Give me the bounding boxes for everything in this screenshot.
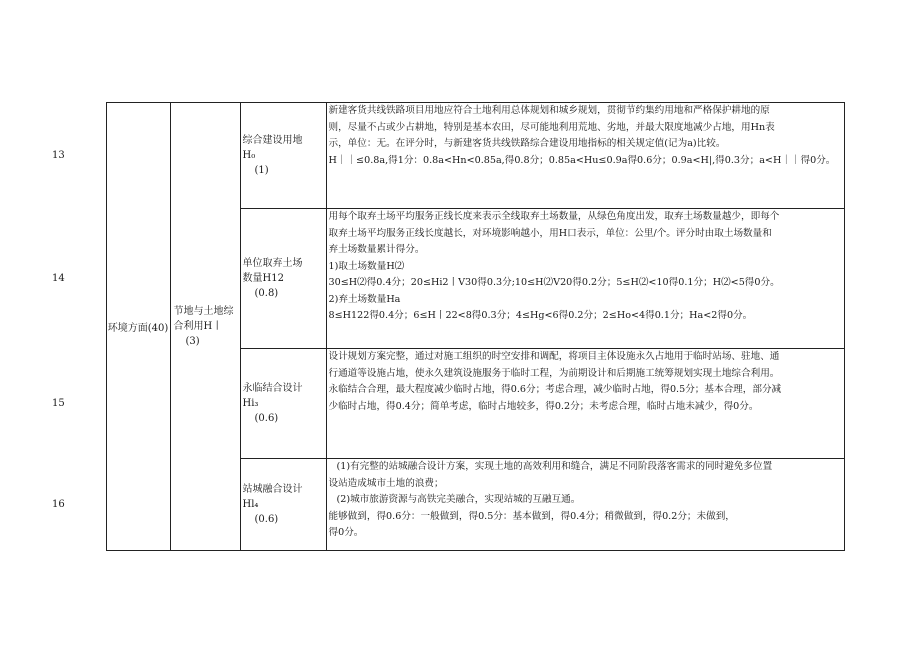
row-number: 13 bbox=[52, 150, 65, 161]
criteria-line: 示，单位：无。在评分时，与新建客货共线铁路综合建设用地指标的相关规定值(记为a)比较。 bbox=[328, 138, 726, 149]
indicator-cell bbox=[240, 459, 326, 551]
criteria-line: 取弃土场平均服务正线长度越长，对环境影响越小，用H口表示，单位：公里/个。评分时由取土场数量和 bbox=[328, 227, 772, 239]
indicator-symbol: 数量H12 bbox=[242, 273, 284, 284]
indicator-name: 站城融合设计 bbox=[242, 484, 303, 495]
criteria-line: 设站造成城市土地的浪费； bbox=[328, 477, 444, 489]
category-cell bbox=[106, 103, 170, 551]
criteria-line: 用每个取弃土场平均服务正线长度来表示全线取弃土场数量，从绿色角度出发，取弃土场数量越少，即每个 bbox=[328, 211, 780, 222]
indicator-name: 永临结合设计 bbox=[242, 383, 303, 394]
category-label: 环境方面(40) bbox=[107, 323, 169, 334]
indicator-cell bbox=[240, 209, 326, 349]
criteria-line: 1)取土场数量H⑵ bbox=[328, 260, 405, 272]
criteria-cell bbox=[326, 349, 844, 459]
criteria-line: 行通道等设施占地，使永久建筑设施服务于临时工程，为前期设计和后期施工统筹规划实现土地综合利用。 bbox=[328, 367, 780, 379]
indicator-weight: (1) bbox=[254, 165, 269, 176]
subcategory-label-line2: 合利用H丨 bbox=[173, 321, 223, 332]
subcategory-label-line1: 节地与土地综 bbox=[173, 306, 234, 317]
indicator-symbol: Hi₃ bbox=[242, 398, 259, 409]
subcategory-weight: (3) bbox=[185, 336, 200, 347]
indicator-cell bbox=[240, 103, 326, 209]
criteria-line: (1)有完整的站城融合设计方案，实现土地的高效利用和缝合，满足不同阶段落客需求的同时避免多位置 bbox=[336, 461, 773, 472]
row-number: 14 bbox=[52, 273, 65, 284]
criteria-line: 得0分。 bbox=[328, 527, 364, 538]
criteria-cell bbox=[326, 103, 844, 209]
criteria-line: 2)弃土场数量Ha bbox=[328, 293, 401, 305]
indicator-symbol: Hl₄ bbox=[242, 499, 259, 510]
criteria-line: 少临时占地，得0.4分；简单考虑，临时占地较多，得0.2分；未考虑合理，临时占地未减少，得0分。 bbox=[328, 400, 759, 412]
indicator-weight: (0.6) bbox=[254, 514, 279, 525]
indicator-symbol: H₀ bbox=[242, 150, 256, 161]
criteria-line: 30≤H⑵得0.4分；20≤Hi2丨V30得0.3分;10≤H⑵V20得0.2分；5≤H⑵<10得0.1分；H⑵<5得0分。 bbox=[328, 277, 780, 288]
criteria-cell bbox=[326, 209, 844, 349]
row-number: 15 bbox=[52, 398, 65, 409]
criteria-line: H｜｜≤0.8a,得1分：0.8a<Hn<0.85a,得0.8分；0.85a<Hu≤0.9a得0.6分；0.9a<H|,得0.3分；a<H｜｜得0分。 bbox=[328, 154, 836, 166]
criteria-line: 能够做到，得0.6分：一般做到，得0.5分：基本做到，得0.4分；稍微做到，得0.2分；未做到， bbox=[328, 510, 735, 522]
evaluation-table bbox=[52, 102, 845, 551]
row-number: 16 bbox=[52, 499, 65, 510]
indicator-weight: (0.8) bbox=[254, 288, 279, 299]
criteria-cell bbox=[326, 459, 844, 551]
subcategory-cell bbox=[170, 103, 240, 551]
criteria-line: 设计规划方案完整，通过对施工组织的时空安排和调配，将项目主体设施永久占地用于临时站场、驻地、通 bbox=[328, 351, 780, 362]
indicator-name: 综合建设用地 bbox=[242, 135, 303, 146]
table-row bbox=[106, 103, 844, 209]
criteria-line: 弃土场数量累计得分。 bbox=[328, 244, 425, 255]
criteria-line: 则，尽量不占或少占耕地，特别是基本农田，尽可能地利用荒地、劣地，并最大限度地减少占地，用Hn表 bbox=[328, 121, 775, 133]
indicator-name: 单位取弃土场 bbox=[242, 258, 303, 269]
criteria-line: 8≤H122得0.4分；6≤H丨22<8得0.3分；4≤Hg<6得0.2分；2≤Ho<4得0.1分；Ha<2得0分。 bbox=[328, 310, 753, 321]
criteria-line: 新建客货共线铁路项目用地应符合土地利用总体规划和城乡规划，贯彻节约集约用地和严格保护耕地的原 bbox=[328, 105, 770, 116]
indicator-cell bbox=[240, 349, 326, 459]
indicator-weight: (0.6) bbox=[254, 413, 279, 424]
criteria-line: (2)城市旅游资源与高铁完美融合，实现站城的互融互通。 bbox=[336, 494, 581, 505]
criteria-line: 永临结合合理，最大程度减少临时占地，得0.6分；考虑合理，减少临时占地，得0.5分；基本合理，部分减 bbox=[328, 384, 782, 395]
